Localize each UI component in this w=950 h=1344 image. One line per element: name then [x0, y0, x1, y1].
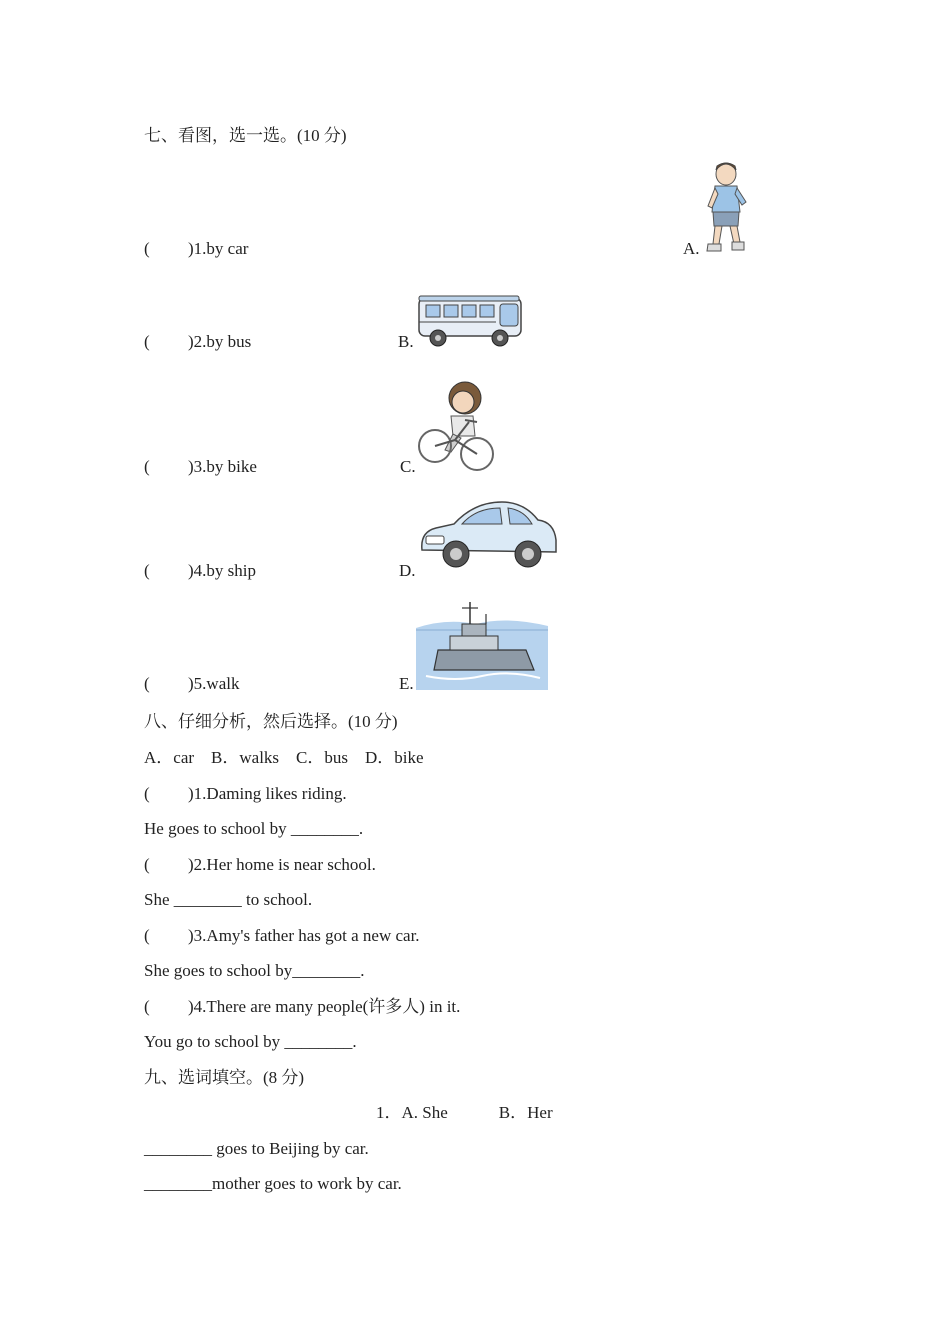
- section9-question-1: 1．A. She B．Her: [376, 1103, 553, 1122]
- close-paren: ): [188, 926, 194, 945]
- section8-choices: A．car B．walks C．bus D．bike: [144, 748, 424, 767]
- section9-heading: 九、选词填空。(8 分): [144, 1068, 305, 1087]
- question-text: 4.There are many people(许多人) in it.: [193, 997, 461, 1016]
- section8-answer-2: She ________ to school.: [144, 890, 313, 909]
- section8-question-4: [144, 997, 460, 1017]
- section9-line-2: ________mother goes to work by car.: [144, 1174, 402, 1193]
- close-paren: ): [188, 239, 194, 258]
- close-paren: ): [188, 332, 194, 351]
- section8-answer-1: He goes to school by ________.: [144, 819, 364, 838]
- open-paren: (: [144, 926, 150, 945]
- open-paren: (: [144, 855, 150, 874]
- close-paren: ): [188, 997, 194, 1016]
- close-paren: ): [188, 855, 194, 874]
- section8-heading: 八、仔细分析，然后选择。(10 分): [144, 712, 398, 731]
- ship-illustration: [416, 600, 548, 690]
- open-paren: (: [144, 674, 150, 693]
- close-paren: ): [188, 561, 194, 580]
- close-paren: ): [188, 784, 194, 803]
- item-text: 4.by ship: [193, 561, 257, 580]
- question-text: 2.Her home is near school.: [193, 855, 376, 874]
- option-e-label: E.: [399, 674, 414, 693]
- item-text: 1.by car: [193, 239, 249, 258]
- section7-item-3: [144, 457, 257, 477]
- open-paren: (: [144, 239, 150, 258]
- open-paren: (: [144, 997, 150, 1016]
- section8-question-2: [144, 855, 376, 875]
- section8-question-1: [144, 784, 347, 804]
- item-text: 2.by bus: [193, 332, 252, 351]
- open-paren: (: [144, 784, 150, 803]
- open-paren: (: [144, 457, 150, 476]
- close-paren: ): [188, 457, 194, 476]
- section8-answer-4: You go to school by ________.: [144, 1032, 357, 1051]
- section9-line-1: ________ goes to Beijing by car.: [144, 1139, 369, 1158]
- section7-item-4: [144, 561, 256, 581]
- section8-answer-3: She goes to school by________.: [144, 961, 365, 980]
- option-c-label: C.: [400, 457, 416, 476]
- section7-item-2: [144, 332, 251, 352]
- bus-illustration: [416, 292, 526, 350]
- section7-heading: 七、看图，选一选。(10 分): [144, 126, 347, 145]
- car-illustration: [416, 492, 558, 576]
- open-paren: (: [144, 561, 150, 580]
- option-d-label: D.: [399, 561, 416, 580]
- section8-question-3: [144, 926, 420, 946]
- question-text: 3.Amy's father has got a new car.: [193, 926, 420, 945]
- option-b-label: B.: [398, 332, 414, 351]
- section7-item-1: [144, 239, 248, 259]
- boy-on-bike-illustration: [417, 378, 497, 474]
- close-paren: ): [188, 674, 194, 693]
- option-a-label: A.: [683, 239, 700, 258]
- open-paren: (: [144, 332, 150, 351]
- question-text: 1.Daming likes riding.: [193, 784, 347, 803]
- item-text: 5.walk: [193, 674, 240, 693]
- walking-boy-illustration: [702, 160, 750, 256]
- section7-item-5: [144, 674, 239, 694]
- item-text: 3.by bike: [193, 457, 257, 476]
